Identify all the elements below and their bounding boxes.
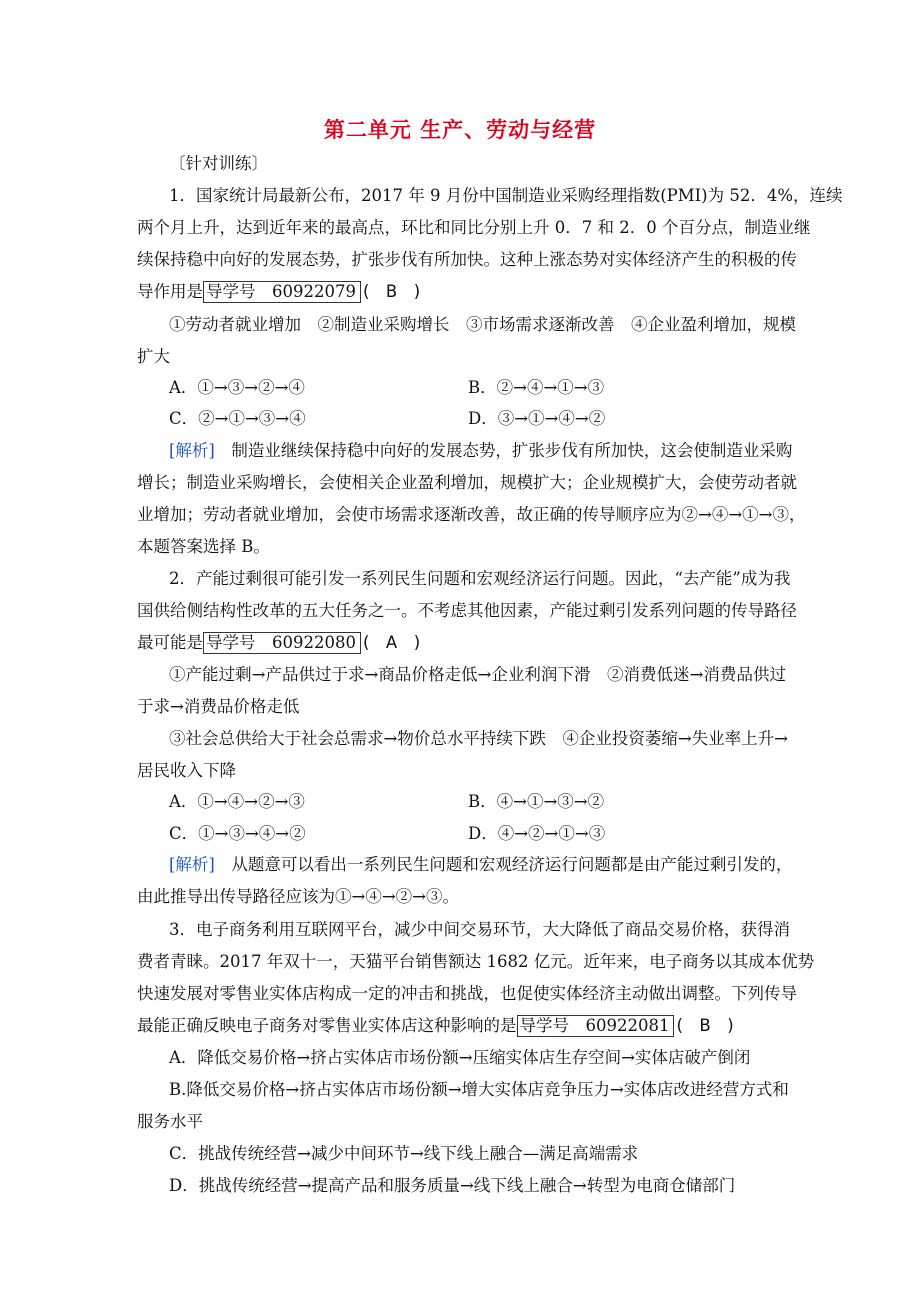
q2-items-line2: 于求→消费品价格走低	[137, 697, 300, 716]
page-title: 第二单元 生产、劳动与经营	[323, 118, 597, 142]
q1-line3: 续保持稳中向好的发展态势，扩张步伐有所加快。这种上涨态势对实体经济产生的积极的传	[137, 250, 797, 269]
q1-guide-number[interactable]: 导学号 60922079	[203, 281, 361, 303]
q2-line3	[137, 635, 420, 652]
q2-items-line1: ①产能过剩→产品供过于求→商品价格走低→企业利润下滑 ②消费低迷→消费品供过	[169, 665, 786, 684]
q1-option-b: B．②→④→①→③	[468, 378, 605, 397]
q1-option-d: D．③→①→④→②	[468, 409, 606, 428]
q3-line3: 快速发展对零售业实体店构成一定的冲击和挑战，也促使实体经济主动做出调整。下列传导	[137, 984, 797, 1003]
q2-line2: 国供给侧结构性改革的五大任务之一。不考虑其他因素，产能过剩引发系列问题的传导路径	[137, 601, 797, 620]
q2-analysis-line2: 由此推导出传导路径应该为①→④→②→③。	[137, 887, 459, 906]
q1-analysis-line3: 业增加；劳动者就业增加，会使市场需求逐渐改善，故正确的传导顺序应为②→④→①→③，	[137, 505, 806, 524]
q3-line1: 3．电子商务利用互联网平台，减少中间交易环节，大大降低了商品交易价格，获得消	[169, 920, 790, 939]
q1-answer: ( B )	[362, 282, 421, 301]
q1-analysis-text: 制造业继续保持稳中向好的发展态势，扩张步伐有所加快，这会使制造业采购	[214, 441, 793, 460]
q2-analysis-line1	[169, 855, 793, 874]
q2-line1: 2．产能过剩很可能引发一系列民生问题和宏观经济运行问题。因此，“去产能”成为我	[169, 569, 791, 588]
q1-analysis-line4: 本题答案选择 B。	[137, 537, 270, 556]
q3-line4	[137, 1018, 734, 1035]
q3-line2: 费者青睐。2017 年双十一，天猫平台销售额达 1682 亿元。近年来，电子商务以其成本优势	[137, 952, 815, 971]
section-label: 〔针对训练〕	[169, 154, 268, 173]
q1-items-line2: 扩大	[137, 347, 170, 366]
q1-analysis-label: [解析]	[169, 441, 215, 460]
q2-option-c: C．①→③→④→②	[169, 824, 306, 843]
q2-analysis-label: [解析]	[169, 855, 215, 874]
q2-option-a: A．①→④→②→③	[169, 792, 305, 811]
q2-analysis-text: 从题意可以看出一系列民生问题和宏观经济运行问题都是由产能过剩引发的，	[214, 855, 793, 874]
q2-option-b: B．④→①→③→②	[468, 792, 605, 811]
q2-option-d: D．④→②→①→③	[468, 824, 606, 843]
q1-line4-prefix: 导作用是	[137, 282, 203, 301]
q3-option-d: D．挑战传统经营→提高产品和服务质量→线下线上融合→转型为电商仓储部门	[169, 1176, 736, 1195]
q3-answer: ( B )	[676, 1016, 734, 1035]
q1-line2: 两个月上升，达到近年来的最高点，环比和同比分别上升 0．7 和 2．0 个百分点，制造业继	[137, 218, 811, 237]
q1-analysis-line1	[169, 441, 793, 460]
q3-guide-number[interactable]: 导学号 60922081	[517, 1015, 675, 1037]
q3-option-a: A．降低交易价格→挤占实体店市场份额→压缩实体店生存空间→实体店破产倒闭	[169, 1048, 751, 1067]
q1-line4	[137, 284, 420, 301]
q3-line4-prefix: 最能正确反映电子商务对零售业实体店这种影响的是	[137, 1016, 517, 1035]
q1-items-line1: ①劳动者就业增加 ②制造业采购增长 ③市场需求逐渐改善 ④企业盈利增加，规模	[169, 315, 796, 334]
q2-guide-number[interactable]: 导学号 60922080	[203, 632, 361, 654]
q1-line1: 1．国家统计局最新公布，2017 年 9 月份中国制造业采购经理指数(PMI)为 52．4%，连续	[169, 186, 843, 205]
q2-answer: ( A )	[362, 633, 421, 652]
q1-option-a: A．①→③→②→④	[169, 378, 305, 397]
q2-line3-prefix: 最可能是	[137, 633, 203, 652]
q3-option-b-line1: B.降低交易价格→挤占实体店市场份额→增大实体店竞争压力→实体店改进经营方式和	[169, 1080, 789, 1099]
q2-items-line4: 居民收入下降	[137, 761, 236, 780]
q3-option-c: C．挑战传统经营→减少中间环节→线下线上融合—满足高端需求	[169, 1144, 639, 1163]
q1-analysis-line2: 增长；制造业采购增长，会使相关企业盈利增加，规模扩大；企业规模扩大，会使劳动者就	[137, 473, 797, 492]
q3-option-b-line2: 服务水平	[137, 1112, 203, 1131]
q2-items-line3: ③社会总供给大于社会总需求→物价总水平持续下跌 ④企业投资萎缩→失业率上升→	[169, 729, 788, 748]
q1-option-c: C．②→①→③→④	[169, 409, 306, 428]
